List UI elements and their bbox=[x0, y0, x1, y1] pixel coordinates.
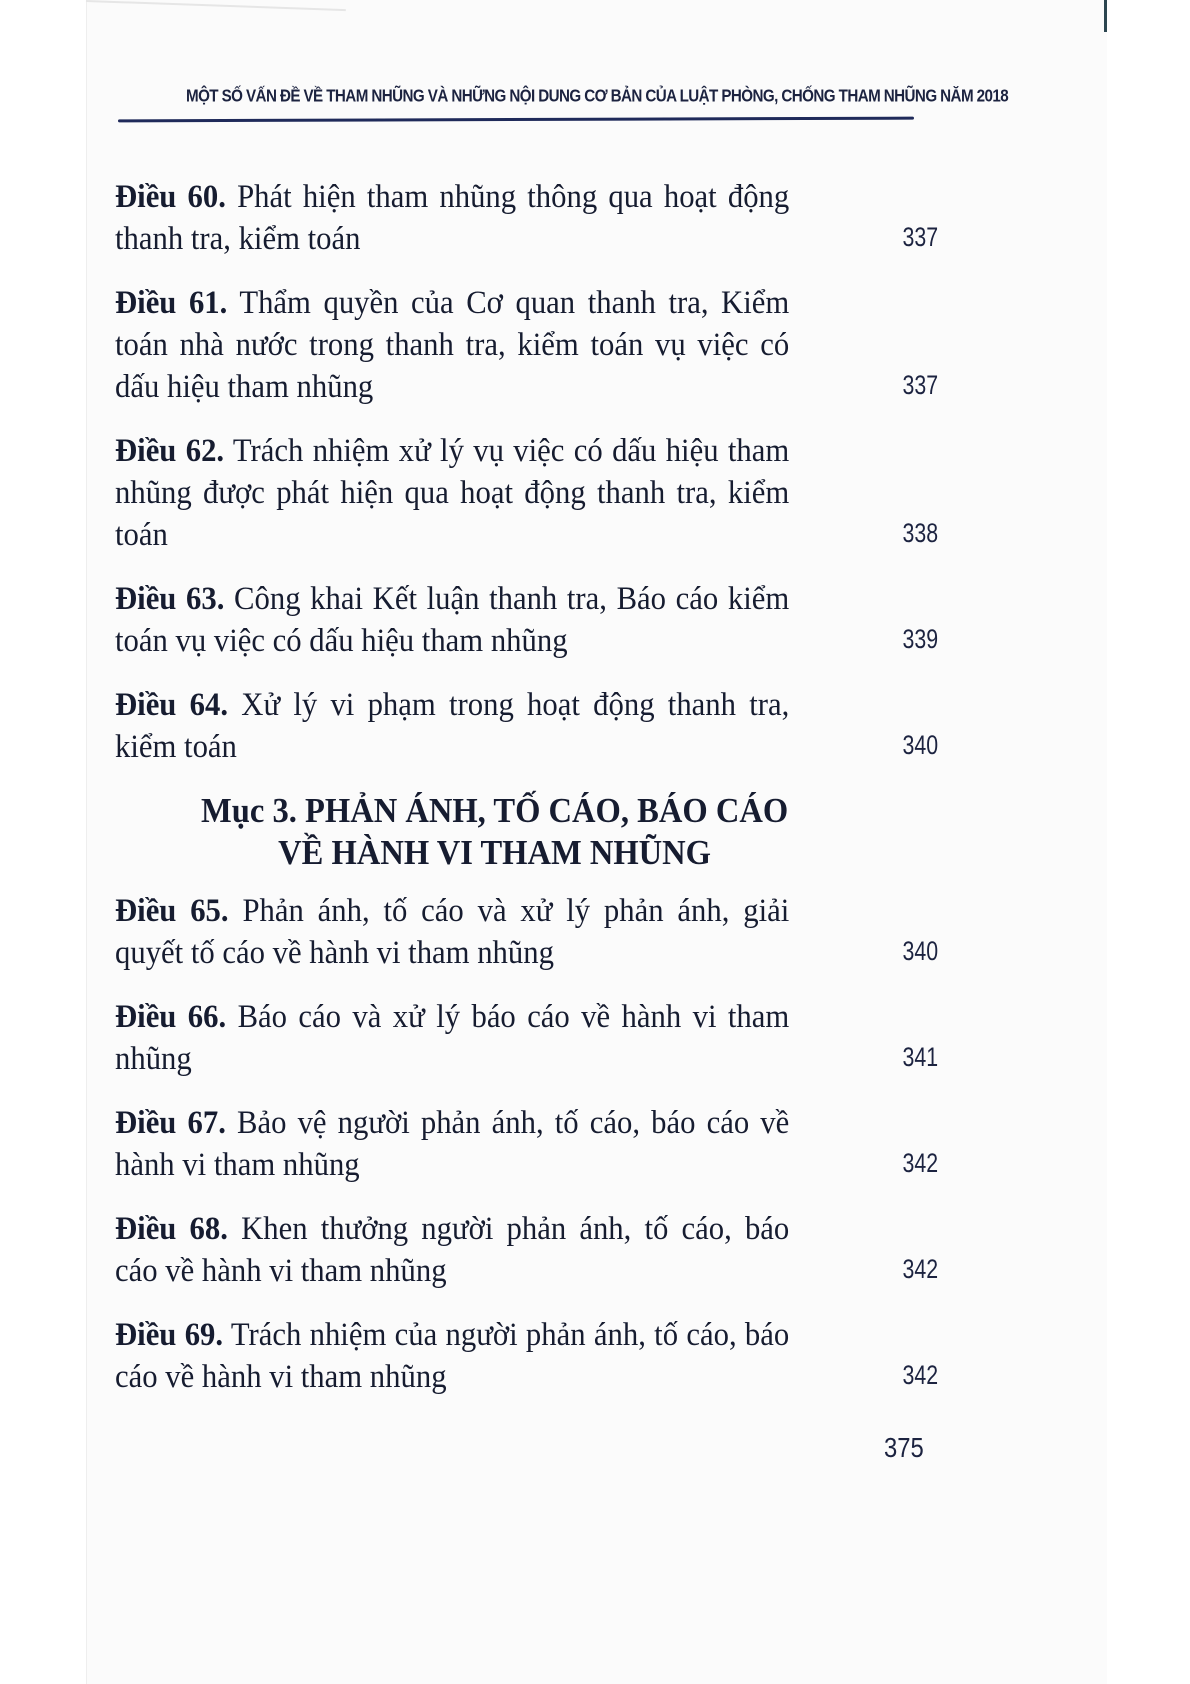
toc-entry-body bbox=[115, 890, 789, 974]
toc-entry-title: Phản ánh, tố cáo và xử lý phản ánh, giải quyết tố cáo về hành vi tham nhũng bbox=[115, 893, 790, 971]
toc-entry-label: Điều 69. bbox=[115, 1317, 224, 1353]
toc-entry-dieu-68[interactable] bbox=[115, 1208, 939, 1292]
running-header: MỘT SỐ VẤN ĐỀ VỀ THAM NHŨNG VÀ NHỮNG NỘI DUNG CƠ BẢN CỦA LUẬT PHÒNG, CHỐNG THAM NHŨNG NĂM 2018 bbox=[186, 86, 1009, 107]
toc-entry-page: 338 bbox=[902, 518, 939, 548]
toc-entry-page: 337 bbox=[902, 222, 939, 252]
toc-entry-title: Báo cáo và xử lý báo cáo về hành vi tham nhũng bbox=[115, 999, 790, 1077]
toc-entry-dieu-61[interactable] bbox=[115, 282, 939, 408]
toc-entry-title: Trách nhiệm xử lý vụ việc có dấu hiệu tham nhũng được phát hiện qua hoạt động thanh tra, kiểm toán bbox=[115, 433, 790, 553]
section-heading-line-1: Mục 3. PHẢN ÁNH, TỐ CÁO, BÁO CÁO bbox=[201, 791, 789, 830]
toc-entry-page: 340 bbox=[902, 730, 939, 760]
toc-entry-title: Thẩm quyền của Cơ quan thanh tra, Kiểm toán nhà nước trong thanh tra, kiểm toán vụ việc có dấu hiệu tham nhũng bbox=[115, 285, 790, 405]
section-heading bbox=[144, 790, 902, 874]
section-heading-line-2: VỀ HÀNH VI THAM NHŨNG bbox=[278, 833, 712, 872]
toc-entry-label: Điều 64. bbox=[115, 687, 229, 723]
toc-entry-page: 340 bbox=[902, 936, 939, 966]
toc-entry-page: 342 bbox=[902, 1360, 939, 1390]
toc-entry-dieu-69[interactable] bbox=[115, 1314, 939, 1398]
toc-entry-dieu-66[interactable] bbox=[115, 996, 939, 1080]
toc-entry-label: Điều 60. bbox=[115, 179, 226, 215]
toc-entry-label: Điều 66. bbox=[115, 999, 227, 1035]
toc-entry-body bbox=[115, 430, 789, 556]
toc-entry-page: 339 bbox=[902, 624, 939, 654]
page-number: 375 bbox=[884, 1432, 924, 1463]
toc-entry-body bbox=[115, 282, 789, 408]
toc-entry-title: Công khai Kết luận thanh tra, Báo cáo kiểm toán vụ việc có dấu hiệu tham nhũng bbox=[115, 581, 790, 659]
toc-entry-label: Điều 61. bbox=[115, 285, 228, 321]
toc-entry-page: 342 bbox=[902, 1148, 939, 1178]
table-of-contents bbox=[115, 176, 939, 1420]
toc-entry-label: Điều 65. bbox=[115, 893, 229, 929]
toc-entry-title: Khen thưởng người phản ánh, tố cáo, báo cáo về hành vi tham nhũng bbox=[115, 1211, 790, 1289]
page-right-edge bbox=[1104, 0, 1107, 32]
toc-entry-dieu-64[interactable] bbox=[115, 684, 939, 768]
toc-entry-body bbox=[115, 1208, 789, 1292]
toc-entry-page: 341 bbox=[902, 1042, 939, 1072]
toc-entry-label: Điều 62. bbox=[115, 433, 225, 469]
toc-entry-title: Trách nhiệm của người phản ánh, tố cáo, báo cáo về hành vi tham nhũng bbox=[115, 1317, 790, 1395]
toc-entry-label: Điều 63. bbox=[115, 581, 225, 617]
toc-entry-label: Điều 67. bbox=[115, 1105, 226, 1141]
toc-entry-page: 337 bbox=[902, 370, 939, 400]
toc-entry-body bbox=[115, 1102, 789, 1186]
toc-entry-dieu-63[interactable] bbox=[115, 578, 939, 662]
toc-entry-dieu-65[interactable] bbox=[115, 890, 939, 974]
toc-entry-dieu-62[interactable] bbox=[115, 430, 939, 556]
toc-entry-label: Điều 68. bbox=[115, 1211, 228, 1247]
toc-entry-dieu-67[interactable] bbox=[115, 1102, 939, 1186]
toc-entry-body bbox=[115, 176, 789, 260]
toc-entry-body bbox=[115, 996, 789, 1080]
toc-entry-title: Bảo vệ người phản ánh, tố cáo, báo cáo về hành vi tham nhũng bbox=[115, 1105, 790, 1183]
toc-entry-dieu-60[interactable] bbox=[115, 176, 939, 260]
toc-entry-body bbox=[115, 578, 789, 662]
toc-entry-body bbox=[115, 684, 789, 768]
toc-entry-body bbox=[115, 1314, 789, 1398]
toc-entry-title: Phát hiện tham nhũng thông qua hoạt động thanh tra, kiểm toán bbox=[115, 179, 790, 257]
toc-entry-title: Xử lý vi phạm trong hoạt động thanh tra, kiểm toán bbox=[115, 687, 790, 765]
toc-entry-page: 342 bbox=[902, 1254, 939, 1284]
